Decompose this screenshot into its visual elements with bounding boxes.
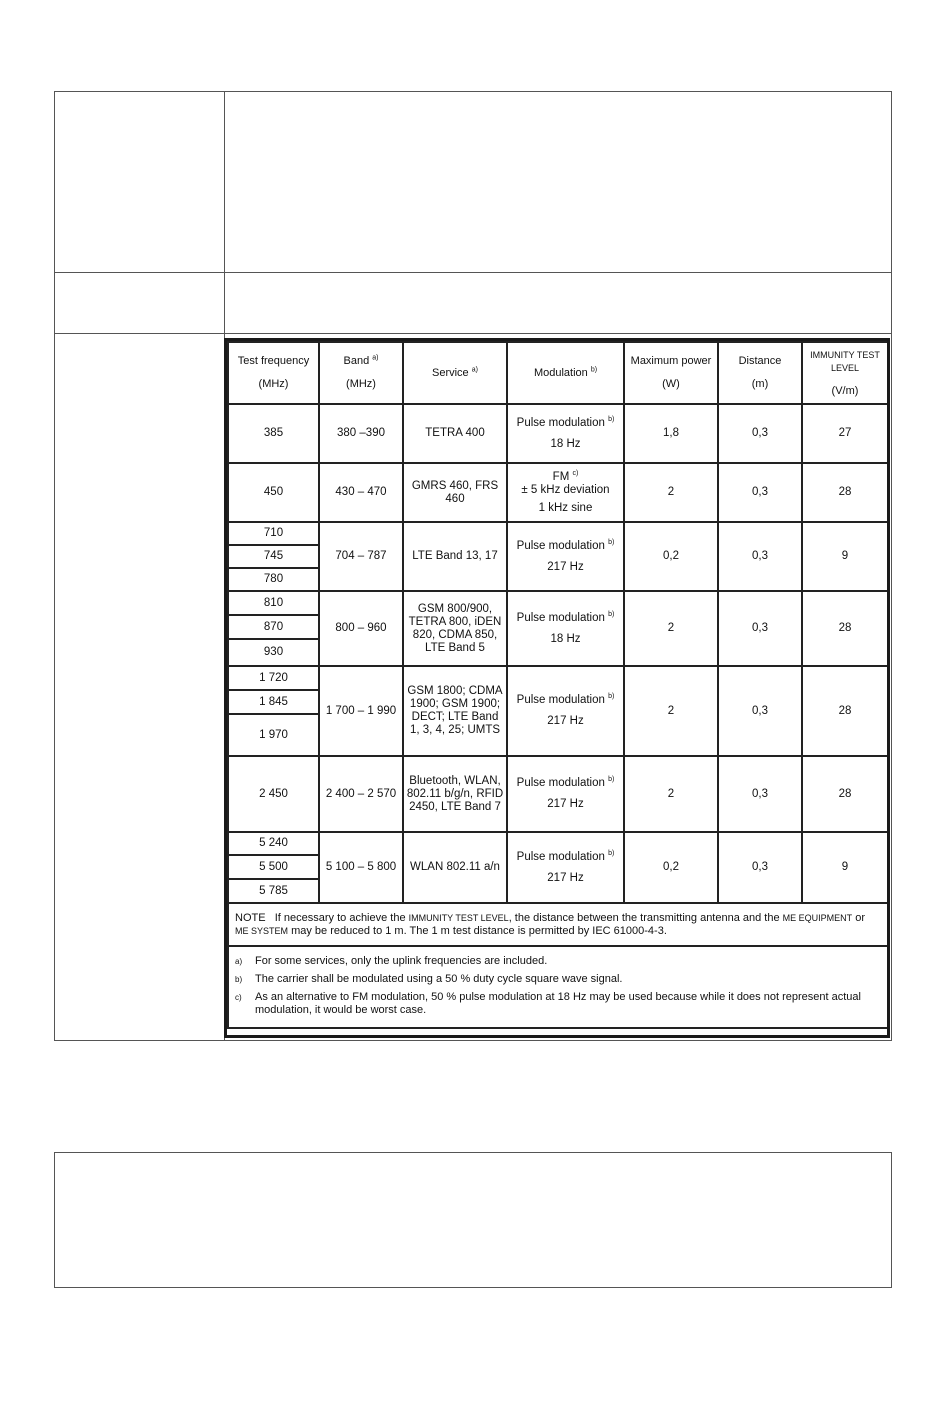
note-label: NOTE bbox=[235, 911, 266, 924]
header-label: Maximum power bbox=[630, 355, 712, 367]
table-row bbox=[228, 666, 888, 690]
level-cell: 28 bbox=[802, 756, 888, 832]
distance-cell: 0,3 bbox=[718, 591, 802, 666]
service-cell: GSM 800/900, TETRA 800, iDEN 820, CDMA 850, LTE Band 5 bbox=[403, 591, 507, 666]
header-label: Test frequency bbox=[237, 355, 310, 367]
header-test-frequency bbox=[228, 342, 319, 404]
header-immunity-test-level bbox=[802, 342, 888, 404]
service-cell: GSM 1800; CDMA 1900; GSM 1900; DECT; LTE Band 1, 3, 4, 25; UMTS bbox=[403, 666, 507, 756]
header-modulation bbox=[507, 342, 624, 404]
frequency-cell: 1 845 bbox=[228, 690, 319, 714]
frequency-cell: 2 450 bbox=[228, 756, 319, 832]
immunity-test-table bbox=[224, 338, 890, 1038]
modulation-label: Pulse modulation bbox=[516, 416, 605, 429]
frequency-cell: 1 970 bbox=[228, 714, 319, 756]
frequency-cell: 810 bbox=[228, 591, 319, 615]
header-unit: (W) bbox=[662, 378, 680, 390]
service-cell: Bluetooth, WLAN, 802.11 b/g/n, RFID 2450, LTE Band 7 bbox=[403, 756, 507, 832]
header-unit: (V/m) bbox=[831, 384, 859, 397]
level-cell: 9 bbox=[802, 832, 888, 903]
header-label: Service bbox=[432, 366, 469, 379]
modulation-cell bbox=[507, 756, 624, 832]
footnote-mark: c) bbox=[572, 469, 579, 477]
table-row bbox=[228, 832, 888, 855]
footnote-mark: b) bbox=[608, 693, 615, 701]
modulation-cell bbox=[507, 832, 624, 903]
note-row bbox=[228, 903, 888, 946]
band-cell: 5 100 – 5 800 bbox=[319, 832, 403, 903]
table-row bbox=[228, 463, 888, 522]
band-cell: 800 – 960 bbox=[319, 591, 403, 666]
level-cell: 28 bbox=[802, 666, 888, 756]
distance-cell: 0,3 bbox=[718, 463, 802, 522]
frequency-cell: 5 785 bbox=[228, 879, 319, 903]
frequency-cell: 870 bbox=[228, 615, 319, 639]
service-cell: WLAN 802.11 a/n bbox=[403, 832, 507, 903]
table-row bbox=[228, 591, 888, 615]
power-cell: 2 bbox=[624, 666, 718, 756]
band-cell: 704 – 787 bbox=[319, 522, 403, 591]
footnote bbox=[235, 991, 881, 1017]
modulation-cell bbox=[507, 463, 624, 522]
header-label: Modulation bbox=[533, 366, 588, 379]
row-divider bbox=[54, 333, 892, 334]
footnote-mark: b) bbox=[590, 365, 598, 373]
band-cell: 380 –390 bbox=[319, 404, 403, 463]
header-label: Distance bbox=[738, 355, 782, 367]
table-row bbox=[228, 404, 888, 463]
header-service bbox=[403, 342, 507, 404]
footnote-mark: a) bbox=[235, 956, 243, 966]
frequency-cell: 745 bbox=[228, 545, 319, 568]
modulation-label: Pulse modulation bbox=[516, 611, 605, 624]
modulation-cell bbox=[507, 522, 624, 591]
footnote-mark: b) bbox=[608, 415, 615, 423]
distance-cell: 0,3 bbox=[718, 666, 802, 756]
frequency-cell: 385 bbox=[228, 404, 319, 463]
empty-text-box bbox=[54, 1152, 892, 1288]
footnote-mark: b) bbox=[608, 776, 615, 784]
frequency-cell: 780 bbox=[228, 568, 319, 591]
power-cell: 2 bbox=[624, 463, 718, 522]
band-cell: 1 700 – 1 990 bbox=[319, 666, 403, 756]
modulation-value: 217 Hz bbox=[547, 798, 584, 810]
footnote bbox=[235, 955, 881, 968]
modulation-value: 18 Hz bbox=[550, 632, 581, 645]
modulation-label: Pulse modulation bbox=[516, 777, 605, 789]
header-unit: (MHz) bbox=[346, 378, 376, 390]
header-distance bbox=[718, 342, 802, 404]
distance-cell: 0,3 bbox=[718, 522, 802, 591]
modulation-cell bbox=[507, 666, 624, 756]
footnote bbox=[235, 973, 881, 986]
modulation-label: Pulse modulation bbox=[516, 539, 605, 552]
footnotes-row bbox=[228, 946, 888, 1028]
note-cell bbox=[228, 903, 888, 946]
footnote-mark: b) bbox=[608, 610, 615, 618]
power-cell: 0,2 bbox=[624, 522, 718, 591]
note-term: ME EQUIPMENT bbox=[782, 912, 853, 923]
distance-cell: 0,3 bbox=[718, 832, 802, 903]
table-header-row bbox=[228, 342, 888, 404]
note-term: ME SYSTEM bbox=[235, 925, 289, 936]
row-divider bbox=[54, 272, 892, 273]
service-cell: TETRA 400 bbox=[403, 404, 507, 463]
footnote-mark: a) bbox=[372, 354, 379, 362]
modulation-value: 217 Hz bbox=[547, 560, 584, 573]
power-cell: 0,2 bbox=[624, 832, 718, 903]
modulation-label: Pulse modulation bbox=[516, 850, 605, 863]
footnote-mark: a) bbox=[471, 365, 478, 373]
header-band bbox=[319, 342, 403, 404]
frequency-cell: 1 720 bbox=[228, 666, 319, 690]
modulation-value: 217 Hz bbox=[547, 871, 584, 884]
band-cell: 2 400 – 2 570 bbox=[319, 756, 403, 832]
modulation-value: 1 kHz sine bbox=[538, 501, 593, 514]
footnote-mark: b) bbox=[235, 974, 243, 984]
table-row bbox=[228, 522, 888, 545]
frequency-cell: 5 500 bbox=[228, 855, 319, 879]
level-cell: 28 bbox=[802, 463, 888, 522]
note-term: IMMUNITY TEST LEVEL bbox=[408, 912, 509, 923]
header-unit: (MHz) bbox=[258, 378, 289, 390]
modulation-cell bbox=[507, 591, 624, 666]
band-cell: 430 – 470 bbox=[319, 463, 403, 522]
power-cell: 2 bbox=[624, 591, 718, 666]
header-label: Band bbox=[343, 355, 370, 367]
service-cell: GMRS 460, FRS 460 bbox=[403, 463, 507, 522]
note-text: , the distance between the transmitting antenna and the bbox=[508, 911, 783, 924]
service-cell: LTE Band 13, 17 bbox=[403, 522, 507, 591]
power-cell: 2 bbox=[624, 756, 718, 832]
distance-cell: 0,3 bbox=[718, 404, 802, 463]
modulation-detail: ± 5 kHz deviation bbox=[521, 483, 610, 496]
footnotes-cell bbox=[228, 946, 888, 1028]
modulation-label: Pulse modulation bbox=[516, 694, 605, 706]
distance-cell: 0,3 bbox=[718, 756, 802, 832]
level-cell: 27 bbox=[802, 404, 888, 463]
frequency-cell: 450 bbox=[228, 463, 319, 522]
power-cell: 1,8 bbox=[624, 404, 718, 463]
modulation-cell bbox=[507, 404, 624, 463]
footnote-mark: b) bbox=[608, 849, 615, 857]
footnote-mark: c) bbox=[235, 992, 242, 1002]
footnote-text: For some services, only the uplink frequencies are included. bbox=[255, 954, 548, 967]
frequency-cell: 930 bbox=[228, 639, 319, 666]
level-cell: 9 bbox=[802, 522, 888, 591]
note-text: If necessary to achieve the bbox=[274, 911, 409, 924]
frequency-cell: 5 240 bbox=[228, 832, 319, 855]
table-row bbox=[228, 756, 888, 832]
modulation-value: 217 Hz bbox=[547, 715, 584, 727]
footnote-text: As an alternative to FM modulation, 50 % pulse modulation at 18 Hz may be used because while it does not represent actual modulation, it would be worst case. bbox=[255, 990, 861, 1016]
header-label: IMMUNITY TEST LEVEL bbox=[810, 349, 880, 373]
header-unit: (m) bbox=[751, 378, 769, 390]
header-maximum-power bbox=[624, 342, 718, 404]
modulation-label: FM bbox=[552, 470, 570, 483]
frequency-cell: 710 bbox=[228, 522, 319, 545]
note-text: or bbox=[852, 911, 866, 924]
modulation-value: 18 Hz bbox=[550, 437, 581, 450]
footnote-mark: b) bbox=[608, 538, 615, 546]
note-text: may be reduced to 1 m. The 1 m test distance is permitted by IEC 61000-4-3. bbox=[288, 924, 667, 937]
footnote-text: The carrier shall be modulated using a 50 % duty cycle square wave signal. bbox=[255, 972, 623, 985]
level-cell: 28 bbox=[802, 591, 888, 666]
